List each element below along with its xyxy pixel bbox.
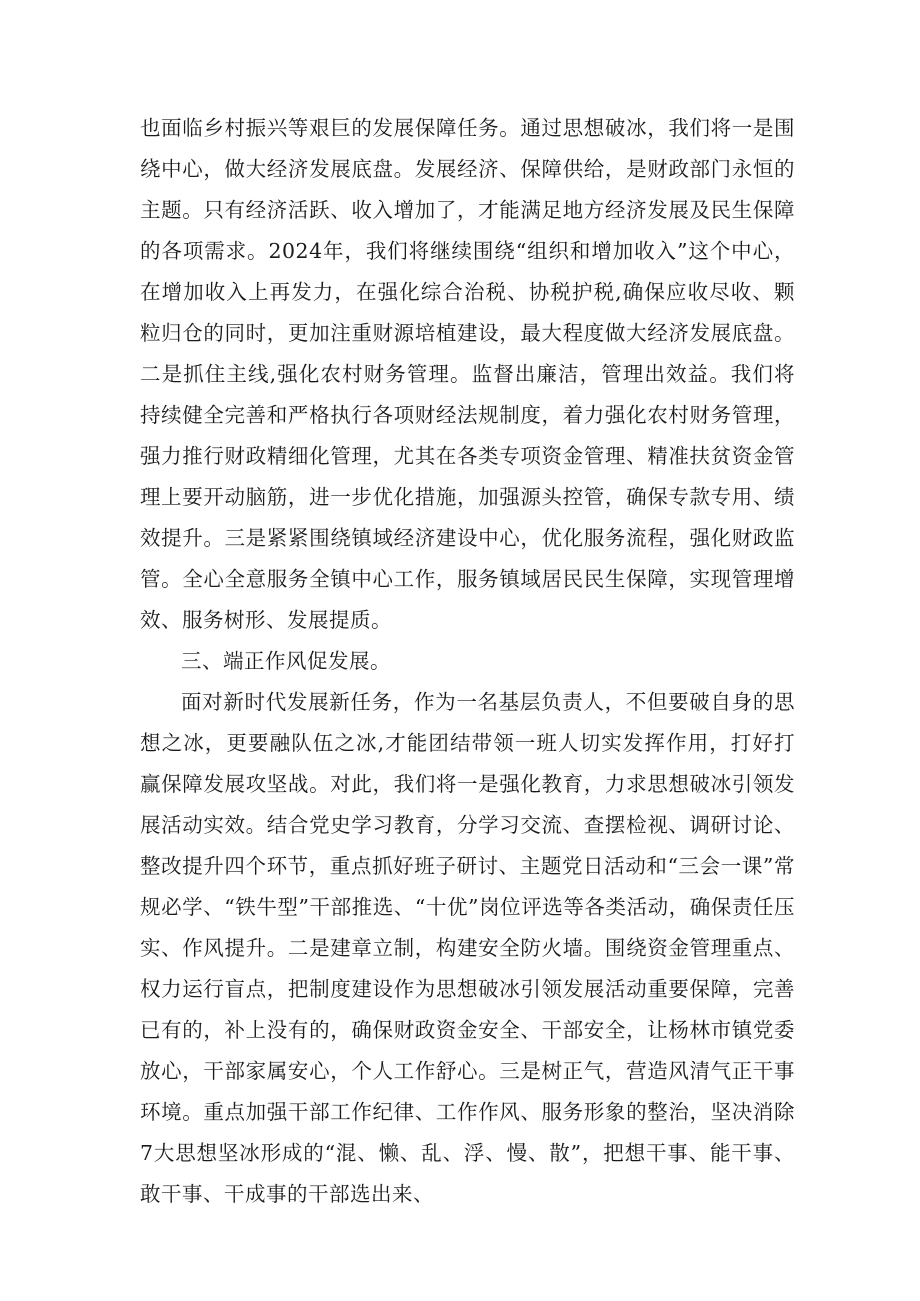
section-heading: 三、端正作风促发展。 [181, 649, 391, 673]
body-paragraph: 面对新时代发展新任务，作为一名基层负责人，不但要破自身的思想之冰，更要融队伍之冰,才能团结带领一班人切实发挥作用，打好打赢保障发展攻坚战。对此，我们将一是强化教育，力求思想破冰引领发展活动实效。结合党史学习教育，分学习交流、查摆检视、调研讨论、整改提升四个环节，重点抓好班子研讨、主题党日活动和“三会一课”常规必学、“铁牛型”干部推选、“十优”岗位评选等各类活动，确保责任压实、作风提升。二是建章立制，构建安全防火墙。围绕资金管理重点、权力运行盲点，把制度建设作为思想破冰引领发展活动重要保障，完善已有的，补上没有的，确保财政资金安全、干部安全，让杨林市镇党委放心，干部家属安心，个人工作舒心。三是树正气，营造风清气正干事环境。重点加强干部工作纪律、工作作风、服务形象的整治，坚决消除7大思想坚冰形成的“混、懒、乱、浮、慢、散”，把想干事、能干事、敢干事、干成事的干部选出来、 [140, 690, 795, 1206]
document-body [140, 108, 795, 1215]
body-paragraph: 也面临乡村振兴等艰巨的发展保障任务。通过思想破冰，我们将一是围绕中心，做大经济发展底盘。发展经济、保障供给，是财政部门永恒的主题。只有经济活跃、收入增加了，才能满足地方经济发展及民生保障的各项需求。2024年，我们将继续围绕“组织和增加收入”这个中心，在增加收入上再发力，在强化综合治税、协税护税,确保应收尽收、颗粒归仓的同时，更加注重财源培植建设，最大程度做大经济发展底盘。二是抓住主线,强化农村财务管理。监督出廉洁，管理出效益。我们将持续健全完善和严格执行各项财经法规制度，着力强化农村财务管理，强力推行财政精细化管理，尤其在各类专项资金管理、精准扶贫资金管理上要开动脑筋，进一步优化措施，加强源头控管，确保专款专用、绩效提升。三是紧紧围绕镇域经济建设中心，优化服务流程，强化财政监管。全心全意服务全镇中心工作，服务镇域居民民生保障，实现管理增效、服务树形、发展提质。 [140, 116, 795, 632]
